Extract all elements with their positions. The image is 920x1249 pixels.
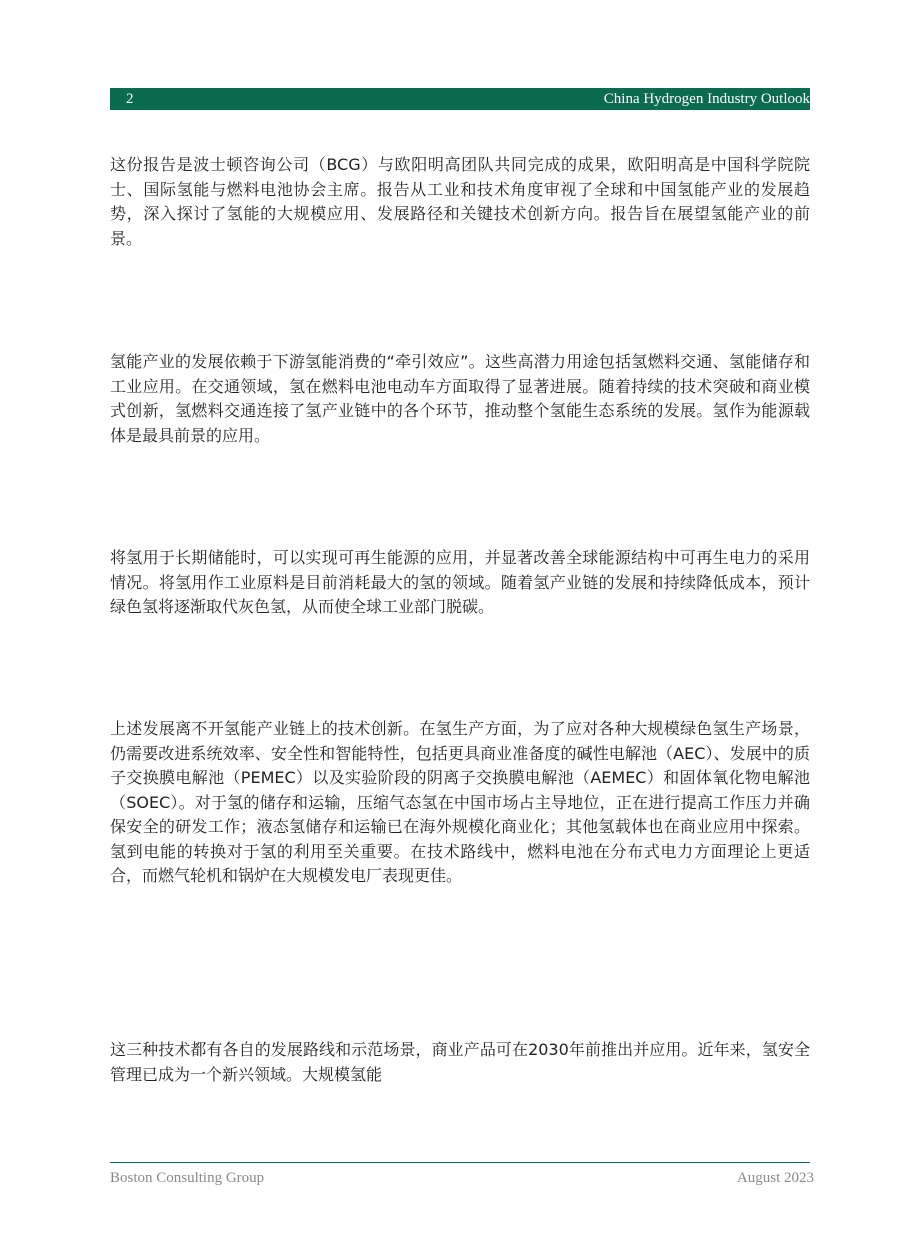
body-paragraph: 这份报告是波士顿咨询公司（BCG）与欧阳明高团队共同完成的成果，欧阳明高是中国科学院院士、国际氢能与燃料电池协会主席。报告从工业和技术角度审视了全球和中国氢能产业的发展趋势，深入探讨了氢能的大规模应用、发展路径和关键技术创新方向。报告旨在展望氢能产业的前景。 xyxy=(110,155,810,248)
body-paragraph: 将氢用于长期储能时，可以实现可再生能源的应用，并显著改善全球能源结构中可再生电力的采用情况。将氢用作工业原料是目前消耗最大的氢的领域。随着氢产业链的发展和持续降低成本，预计绿色氢将逐渐取代灰色氢，从而使全球工业部门脱碳。 xyxy=(110,548,810,616)
header-bar xyxy=(110,88,810,110)
report-title: China Hydrogen Industry Outlook xyxy=(603,91,810,107)
body-paragraph: 这三种技术都有各自的发展路线和示范场景，商业产品可在2030年前推出并应用。近年来，氢安全管理已成为一个新兴领域。大规模氢能 xyxy=(110,1040,810,1084)
body-paragraph: 上述发展离不开氢能产业链上的技术创新。在氢生产方面，为了应对各种大规模绿色氢生产场景，仍需要改进系统效率、安全性和智能特性，包括更具商业准备度的碱性电解池（AEC）、发展中的质子交换膜电解池（PEMEC）以及实验阶段的阴离子交换膜电解池（AEMEC）和固体氧化物电解池（SOEC）。对于氢的储存和运输，压缩气态氢在中国市场占主导地位，正在进行提高工作压力并确保安全的研发工作；液态氢储存和运输已在海外规模化商业化；其他氢载体也在商业应用中探索。氢到电能的转换对于氢的利用至关重要。在技术路线中，燃料电池在分布式电力方面理论上更适合，而燃气轮机和锅炉在大规模发电厂表现更佳。 xyxy=(110,719,810,885)
body-paragraph: 氢能产业的发展依赖于下游氢能消费的“牵引效应”。这些高潜力用途包括氢燃料交通、氢能储存和工业应用。在交通领域，氢在燃料电池电动车方面取得了显著进展。随着持续的技术突破和商业模式创新，氢燃料交通连接了氢产业链中的各个环节，推动整个氢能生态系统的发展。氢作为能源载体是最具前景的应用。 xyxy=(110,352,810,445)
footer-date: August 2023 xyxy=(736,1170,814,1186)
page-number: 2 xyxy=(126,91,134,107)
footer-divider xyxy=(110,1162,810,1163)
footer-publisher: Boston Consulting Group xyxy=(110,1170,265,1186)
